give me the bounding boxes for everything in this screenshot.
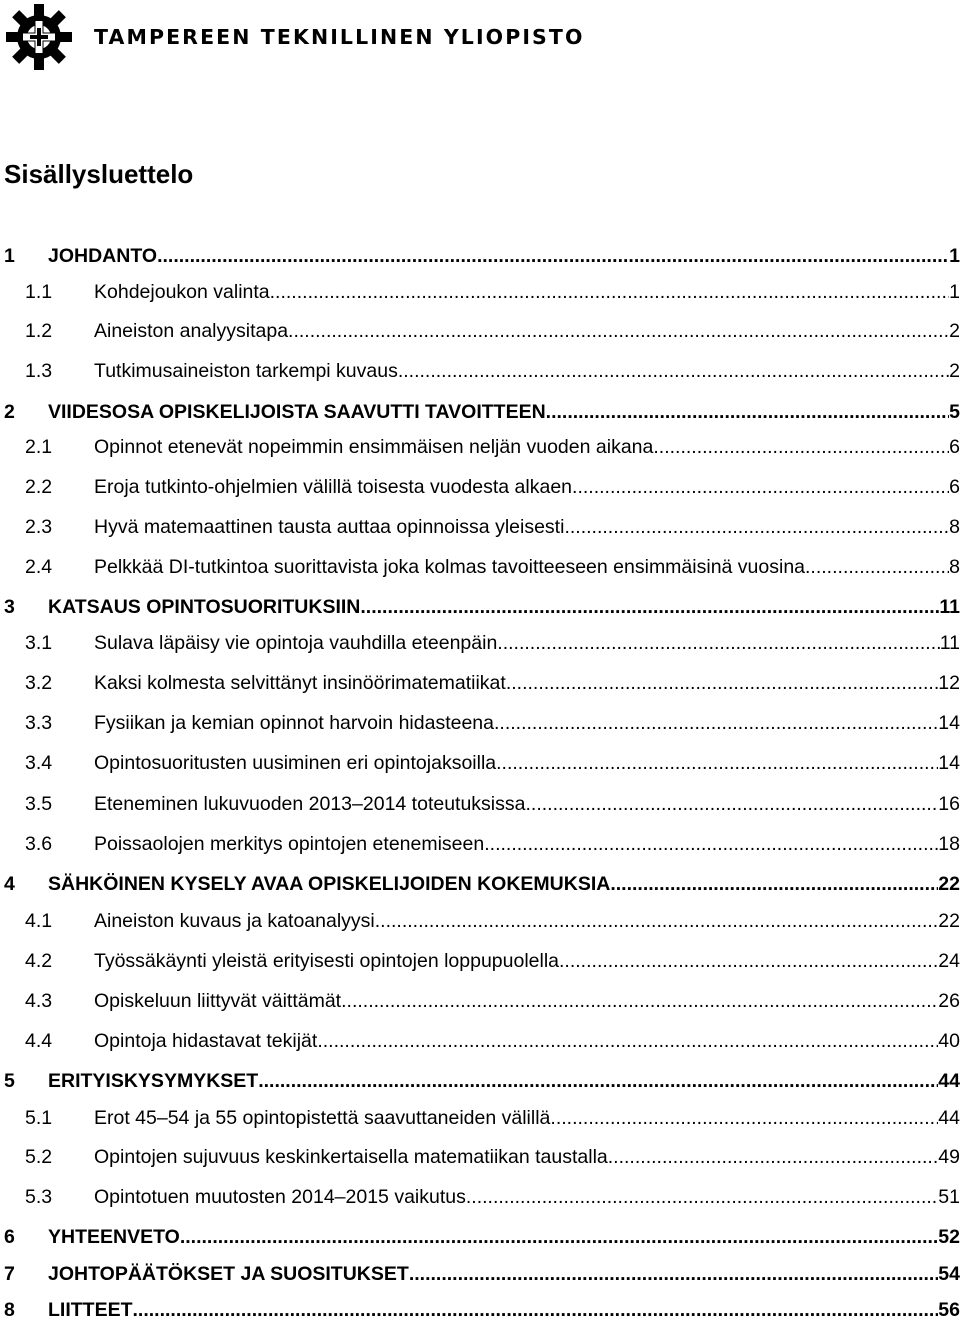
dot-leader [288, 317, 949, 345]
toc-entry-page: 8 [949, 556, 960, 578]
toc-entry[interactable] [0, 242, 960, 270]
toc-entry-title: Opintosuoritusten uusiminen eri opintojaksoilla [94, 752, 497, 774]
toc-entry-title: Opintotuen muutosten 2014–2015 vaikutus [94, 1186, 466, 1208]
toc-entry-number: 3.1 [25, 632, 53, 654]
toc-entry-title: Kohdejoukon valinta [94, 281, 270, 303]
toc-entry-page: 11 [939, 632, 960, 654]
dot-leader [497, 629, 939, 657]
dot-leader [398, 357, 949, 385]
toc-entry-title: Opiskeluun liittyvät väittämät [94, 990, 342, 1012]
toc-entry-number: 5.1 [25, 1107, 53, 1129]
toc-entry-number: 4.1 [25, 910, 53, 932]
toc-entry-number: 1.2 [25, 320, 53, 342]
toc-entry-number: 3 [4, 596, 15, 618]
toc-entry[interactable] [0, 278, 960, 306]
toc-entry[interactable] [0, 669, 960, 697]
toc-entry[interactable] [0, 1296, 960, 1324]
toc-entry-number: 4.2 [25, 950, 53, 972]
dot-leader [258, 1067, 938, 1095]
toc-entry-number: 1.3 [25, 360, 53, 382]
dot-leader [494, 709, 938, 737]
toc-entry-page: 18 [938, 833, 960, 855]
toc-entry-page: 12 [938, 672, 960, 694]
toc-entry-page: 8 [949, 516, 960, 538]
dot-leader [270, 278, 950, 306]
toc-entry-page: 16 [938, 793, 960, 815]
dot-leader [564, 513, 949, 541]
toc-entry[interactable] [0, 1260, 960, 1288]
toc-entry-number: 3.5 [25, 793, 53, 815]
dot-leader [559, 947, 938, 975]
toc-entry-title: Eteneminen lukuvuoden 2013–2014 toteutuksissa [94, 793, 526, 815]
toc-entry-page: 44 [938, 1070, 960, 1092]
dot-leader [466, 1183, 938, 1211]
dot-leader [610, 870, 938, 898]
toc-entry-page: 22 [938, 873, 960, 895]
toc-entry-page: 51 [938, 1186, 960, 1208]
toc-entry-page: 6 [949, 436, 960, 458]
dot-leader [484, 830, 938, 858]
toc-entry-title: JOHTOPÄÄTÖKSET JA SUOSITUKSET [48, 1263, 409, 1285]
toc-entry-number: 5.3 [25, 1186, 53, 1208]
toc-entry[interactable] [0, 317, 960, 345]
dot-leader [506, 669, 938, 697]
toc-entry-page: 5 [949, 401, 960, 423]
toc-entry-title: Eroja tutkinto-ohjelmien välillä toisesta vuodesta alkaen [94, 476, 573, 498]
toc-entry-page: 49 [938, 1146, 960, 1168]
toc-entry-title: VIIDESOSA OPISKELIJOISTA SAAVUTTI TAVOITTEEN [48, 401, 546, 423]
toc-entry[interactable] [0, 433, 960, 461]
toc-entry[interactable] [0, 1143, 960, 1171]
toc-entry-page: 52 [938, 1226, 960, 1248]
toc-entry-number: 5.2 [25, 1146, 53, 1168]
toc-entry-page: 40 [938, 1030, 960, 1052]
toc-entry-title: Opintojen sujuvuus keskinkertaisella matematiikan taustalla [94, 1146, 608, 1168]
toc-entry-page: 44 [938, 1107, 960, 1129]
toc-entry-number: 7 [4, 1263, 15, 1285]
dot-leader [409, 1260, 938, 1288]
toc-entry-number: 3.2 [25, 672, 53, 694]
toc-entry-title: Aineiston analyysitapa [94, 320, 289, 342]
toc-entry-number: 1 [4, 245, 15, 267]
toc-entry-title: Opinnot etenevät nopeimmin ensimmäisen neljän vuoden aikana [94, 436, 654, 458]
toc-entry-title: ERITYISKYSYMYKSET [48, 1070, 259, 1092]
toc-entry-page: 1 [949, 245, 960, 267]
university-name: TAMPEREEN TEKNILLINEN YLIOPISTO [94, 25, 585, 49]
toc-entry[interactable] [0, 513, 960, 541]
toc-entry-title: Pelkkää DI-tutkintoa suorittavista joka kolmas tavoitteeseen ensimmäisinä vuosina [94, 556, 806, 578]
toc-entry-page: 56 [938, 1299, 960, 1321]
toc-entry[interactable] [0, 593, 960, 621]
toc-entry-number: 5 [4, 1070, 15, 1092]
toc-entry-number: 6 [4, 1226, 15, 1248]
toc-entry-title: Työssäkäynti yleistä erityisesti opintojen loppupuolella [94, 950, 560, 972]
toc-entry[interactable] [0, 907, 960, 935]
toc-entry-title: Sulava läpäisy vie opintoja vauhdilla eteenpäin [94, 632, 498, 654]
toc-entry-page: 24 [938, 950, 960, 972]
toc-entry[interactable] [0, 870, 960, 898]
dot-leader [653, 433, 949, 461]
dot-leader [157, 242, 949, 270]
toc-entry[interactable] [0, 749, 960, 777]
toc-entry-page: 2 [949, 320, 960, 342]
toc-entry-number: 3.6 [25, 833, 53, 855]
toc-entry-title: Poissaolojen merkitys opintojen etenemiseen [94, 833, 485, 855]
toc-entry-title: SÄHKÖINEN KYSELY AVAA OPISKELIJOIDEN KOKEMUKSIA [48, 873, 611, 895]
toc-entry[interactable] [0, 398, 960, 426]
dot-leader [608, 1143, 939, 1171]
dot-leader [550, 1104, 938, 1132]
dot-leader [496, 749, 938, 777]
toc-entry-title: KATSAUS OPINTOSUORITUKSIIN [48, 596, 361, 618]
toc-entry-title: JOHDANTO [48, 245, 158, 267]
dot-leader [180, 1223, 938, 1251]
toc-entry-page: 54 [938, 1263, 960, 1285]
toc-entry[interactable] [0, 709, 960, 737]
toc-entry-number: 2.4 [25, 556, 53, 578]
toc-entry[interactable] [0, 790, 960, 818]
toc-entry[interactable] [0, 357, 960, 385]
dot-leader [341, 987, 938, 1015]
toc-entry-title: Fysiikan ja kemian opinnot harvoin hidasteena [94, 712, 494, 734]
toc-entry-page: 2 [949, 360, 960, 382]
toc-entry[interactable] [0, 987, 960, 1015]
toc-entry[interactable] [0, 553, 960, 581]
toc-entry-page: 6 [949, 476, 960, 498]
toc-entry[interactable] [0, 1223, 960, 1251]
toc-entry-title: LIITTEET [48, 1299, 133, 1321]
toc-entry-page: 11 [939, 596, 960, 618]
toc-entry-page: 1 [949, 281, 960, 303]
toc-title: Sisällysluettelo [4, 159, 194, 189]
toc-entry-title: Aineiston kuvaus ja katoanalyysi [94, 910, 375, 932]
toc-entry[interactable] [0, 473, 960, 501]
toc-entry-title: YHTEENVETO [48, 1226, 180, 1248]
toc-entry[interactable] [0, 629, 960, 657]
dot-leader [572, 473, 949, 501]
toc-entry-number: 4 [4, 873, 15, 895]
toc-entry-title: Tutkimusaineiston tarkempi kuvaus [94, 360, 398, 382]
toc-entry[interactable] [0, 1183, 960, 1211]
toc-entry[interactable] [0, 830, 960, 858]
toc-entry-number: 2.1 [25, 436, 53, 458]
dot-leader [317, 1027, 938, 1055]
toc-entry-number: 4.3 [25, 990, 53, 1012]
toc-entry-title: Erot 45–54 ja 55 opintopistettä saavuttaneiden välillä [94, 1107, 551, 1129]
toc-entry-number: 8 [4, 1299, 15, 1321]
toc-entry-title: Opintoja hidastavat tekijät [94, 1030, 318, 1052]
toc-entry-page: 14 [938, 712, 960, 734]
document-header [6, 4, 585, 70]
toc-entry-title: Kaksi kolmesta selvittänyt insinöörimatematiikat [94, 672, 506, 694]
toc-entry-page: 14 [938, 752, 960, 774]
dot-leader [360, 593, 939, 621]
toc-entry-page: 22 [938, 910, 960, 932]
toc-entry-number: 2.2 [25, 476, 53, 498]
toc-entry-title: Hyvä matemaattinen tausta auttaa opinnoissa yleisesti [94, 516, 565, 538]
toc-entry[interactable] [0, 1067, 960, 1095]
dot-leader [375, 907, 939, 935]
toc-entry-number: 4.4 [25, 1030, 53, 1052]
dot-leader [526, 790, 939, 818]
toc-entry-number: 1.1 [25, 281, 53, 303]
toc-entry[interactable] [0, 1104, 960, 1132]
toc-entry[interactable] [0, 947, 960, 975]
toc-entry-number: 2 [4, 401, 15, 423]
dot-leader [133, 1296, 939, 1324]
gear-logo-icon [6, 4, 72, 70]
dot-leader [805, 553, 949, 581]
toc-entry-number: 2.3 [25, 516, 53, 538]
dot-leader [546, 398, 949, 426]
toc-entry[interactable] [0, 1027, 960, 1055]
toc-entry-number: 3.3 [25, 712, 53, 734]
toc-entry-page: 26 [938, 990, 960, 1012]
toc-entry-number: 3.4 [25, 752, 53, 774]
